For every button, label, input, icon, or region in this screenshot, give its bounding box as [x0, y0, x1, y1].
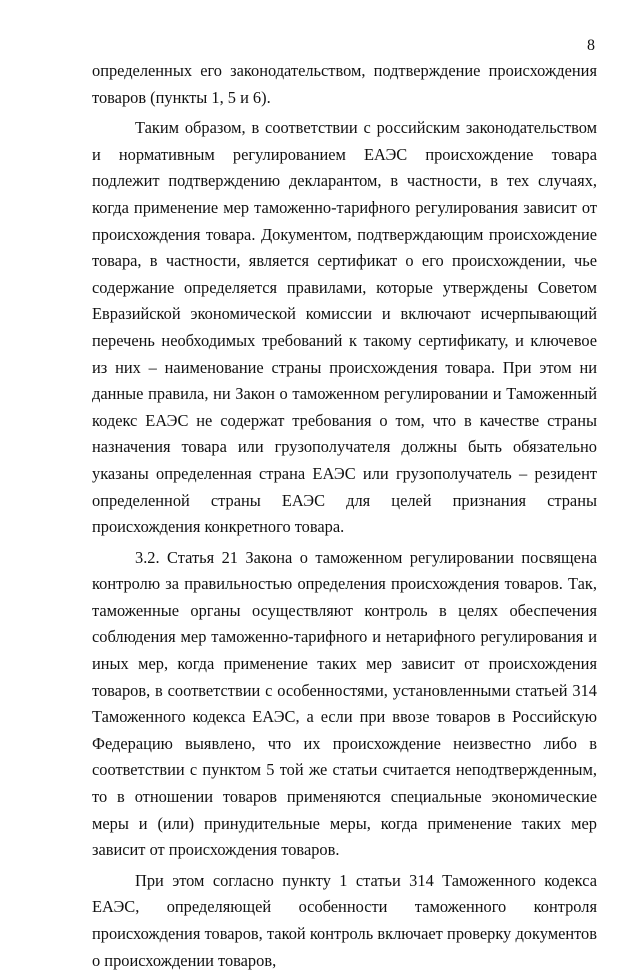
document-body	[92, 58, 597, 974]
paragraph-summary: Таким образом, в соответствии с российским законодательством и нормативным регулированием ЕАЭС происхождение товара подлежит подтверждению декларантом, в частности, в тех случаях, когда применение мер таможенно-тарифного регулирования зависит от происхождения товара. Документом, подтверждающим происхождение товара, в частности, является сертификат о его происхождении, чье содержание определяется правилами, которые утверждены Советом Евразийской экономической комиссии и включают исчерпывающий перечень необходимых требований к такому сертификату, и ключевое из них – наименование страны происхождения товара. При этом ни данные правила, ни Закон о таможенном регулировании и Таможенный кодекс ЕАЭС не содержат требования о том, что в качестве страны назначения товара или грузополучателя должны быть обязательно указаны определенная страна ЕАЭС или грузополучатель – резидент определенной страны ЕАЭС для целей признания страны происхождения конкретного товара.	[92, 118, 597, 537]
paragraph-article-314: При этом согласно пункту 1 статьи 314 Таможенного кодекса ЕАЭС, определяющей особенности таможенного контроля происхождения товаров, такой контроль включает проверку документов о происхождении товаров,	[92, 870, 597, 970]
paragraph-continuation: определенных его законодательством, подтверждение происхождения товаров (пункты 1, 5 и 6).	[92, 61, 597, 107]
page-number: 8	[587, 37, 595, 54]
paragraph-section-3-2: 3.2. Статья 21 Закона о таможенном регулировании посвящена контролю за правильностью определения происхождения товаров. Так, таможенные органы осуществляют контроль в целях обеспечения соблюдения мер таможенно-тарифного и нетарифного регулирования и иных мер, когда применение таких мер зависит от происхождения товаров, в соответствии с особенностями, установленными статьей 314 Таможенного кодекса ЕАЭС, а если при ввозе товаров в Российскую Федерацию выявлено, что их происхождение неизвестно либо в соответствии с пунктом 5 той же статьи считается неподтвержденным, то в отношении товаров применяются специальные экономические меры и (или) принудительные меры, когда применение таких мер зависит от происхождения товаров.	[92, 547, 597, 860]
